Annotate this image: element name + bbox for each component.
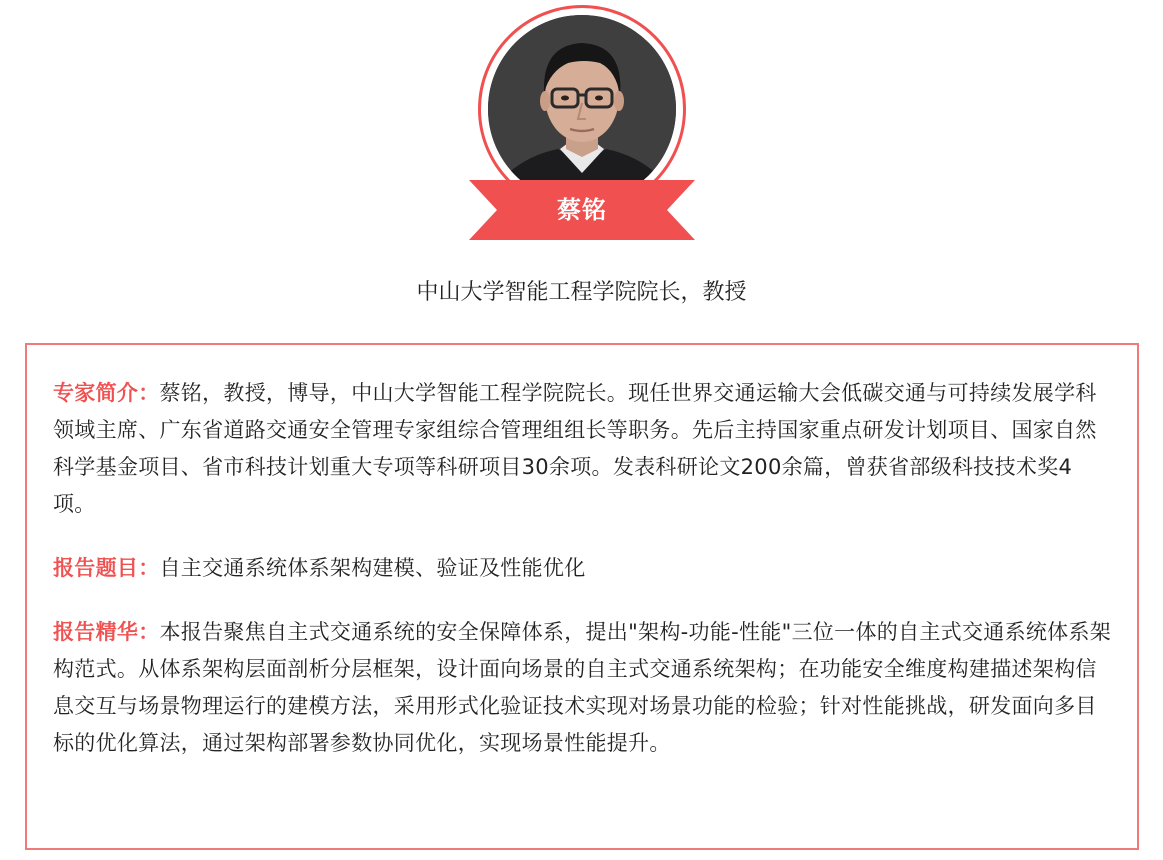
topic-text: 自主交通系统体系架构建模、验证及性能优化 — [159, 556, 586, 580]
topic-paragraph — [53, 550, 1113, 587]
intro-paragraph — [53, 375, 1113, 523]
speaker-photo — [488, 15, 676, 203]
abstract-paragraph — [53, 614, 1113, 762]
abstract-text: 本报告聚焦自主式交通系统的安全保障体系，提出"架构-功能-性能"三位一体的自主式交通系统体系架构范式。从体系架构层面剖析分层框架，设计面向场景的自主式交通系统架构；在功能安全维度构建描述架构信息交互与场景物理运行的建模方法，采用形式化验证技术实现对场景功能的检验；针对性能挑战，研发面向多目标的优化算法，通过架构部署参数协同优化，实现场景性能提升。 — [53, 620, 1112, 755]
abstract-label: 报告精华： — [53, 620, 160, 644]
name-ribbon — [469, 180, 695, 240]
info-content — [53, 375, 1113, 789]
intro-label: 专家简介： — [53, 381, 160, 405]
speaker-title: 中山大学智能工程学院院长，教授 — [416, 280, 747, 305]
speaker-name: 蔡铭 — [557, 196, 607, 224]
info-box — [25, 343, 1139, 850]
intro-text: 蔡铭，教授，博导，中山大学智能工程学院院长。现任世界交通运输大会低碳交通与可持续发展学科领域主席、广东省道路交通安全管理专家组综合管理组组长等职务。先后主持国家重点研发计划项目、国家自然科学基金项目、省市科技计划重大专项等科研项目30余项。发表科研论文200余篇，曾获省部级科技技术奖4项。 — [53, 381, 1097, 516]
topic-label: 报告题目： — [53, 556, 160, 580]
